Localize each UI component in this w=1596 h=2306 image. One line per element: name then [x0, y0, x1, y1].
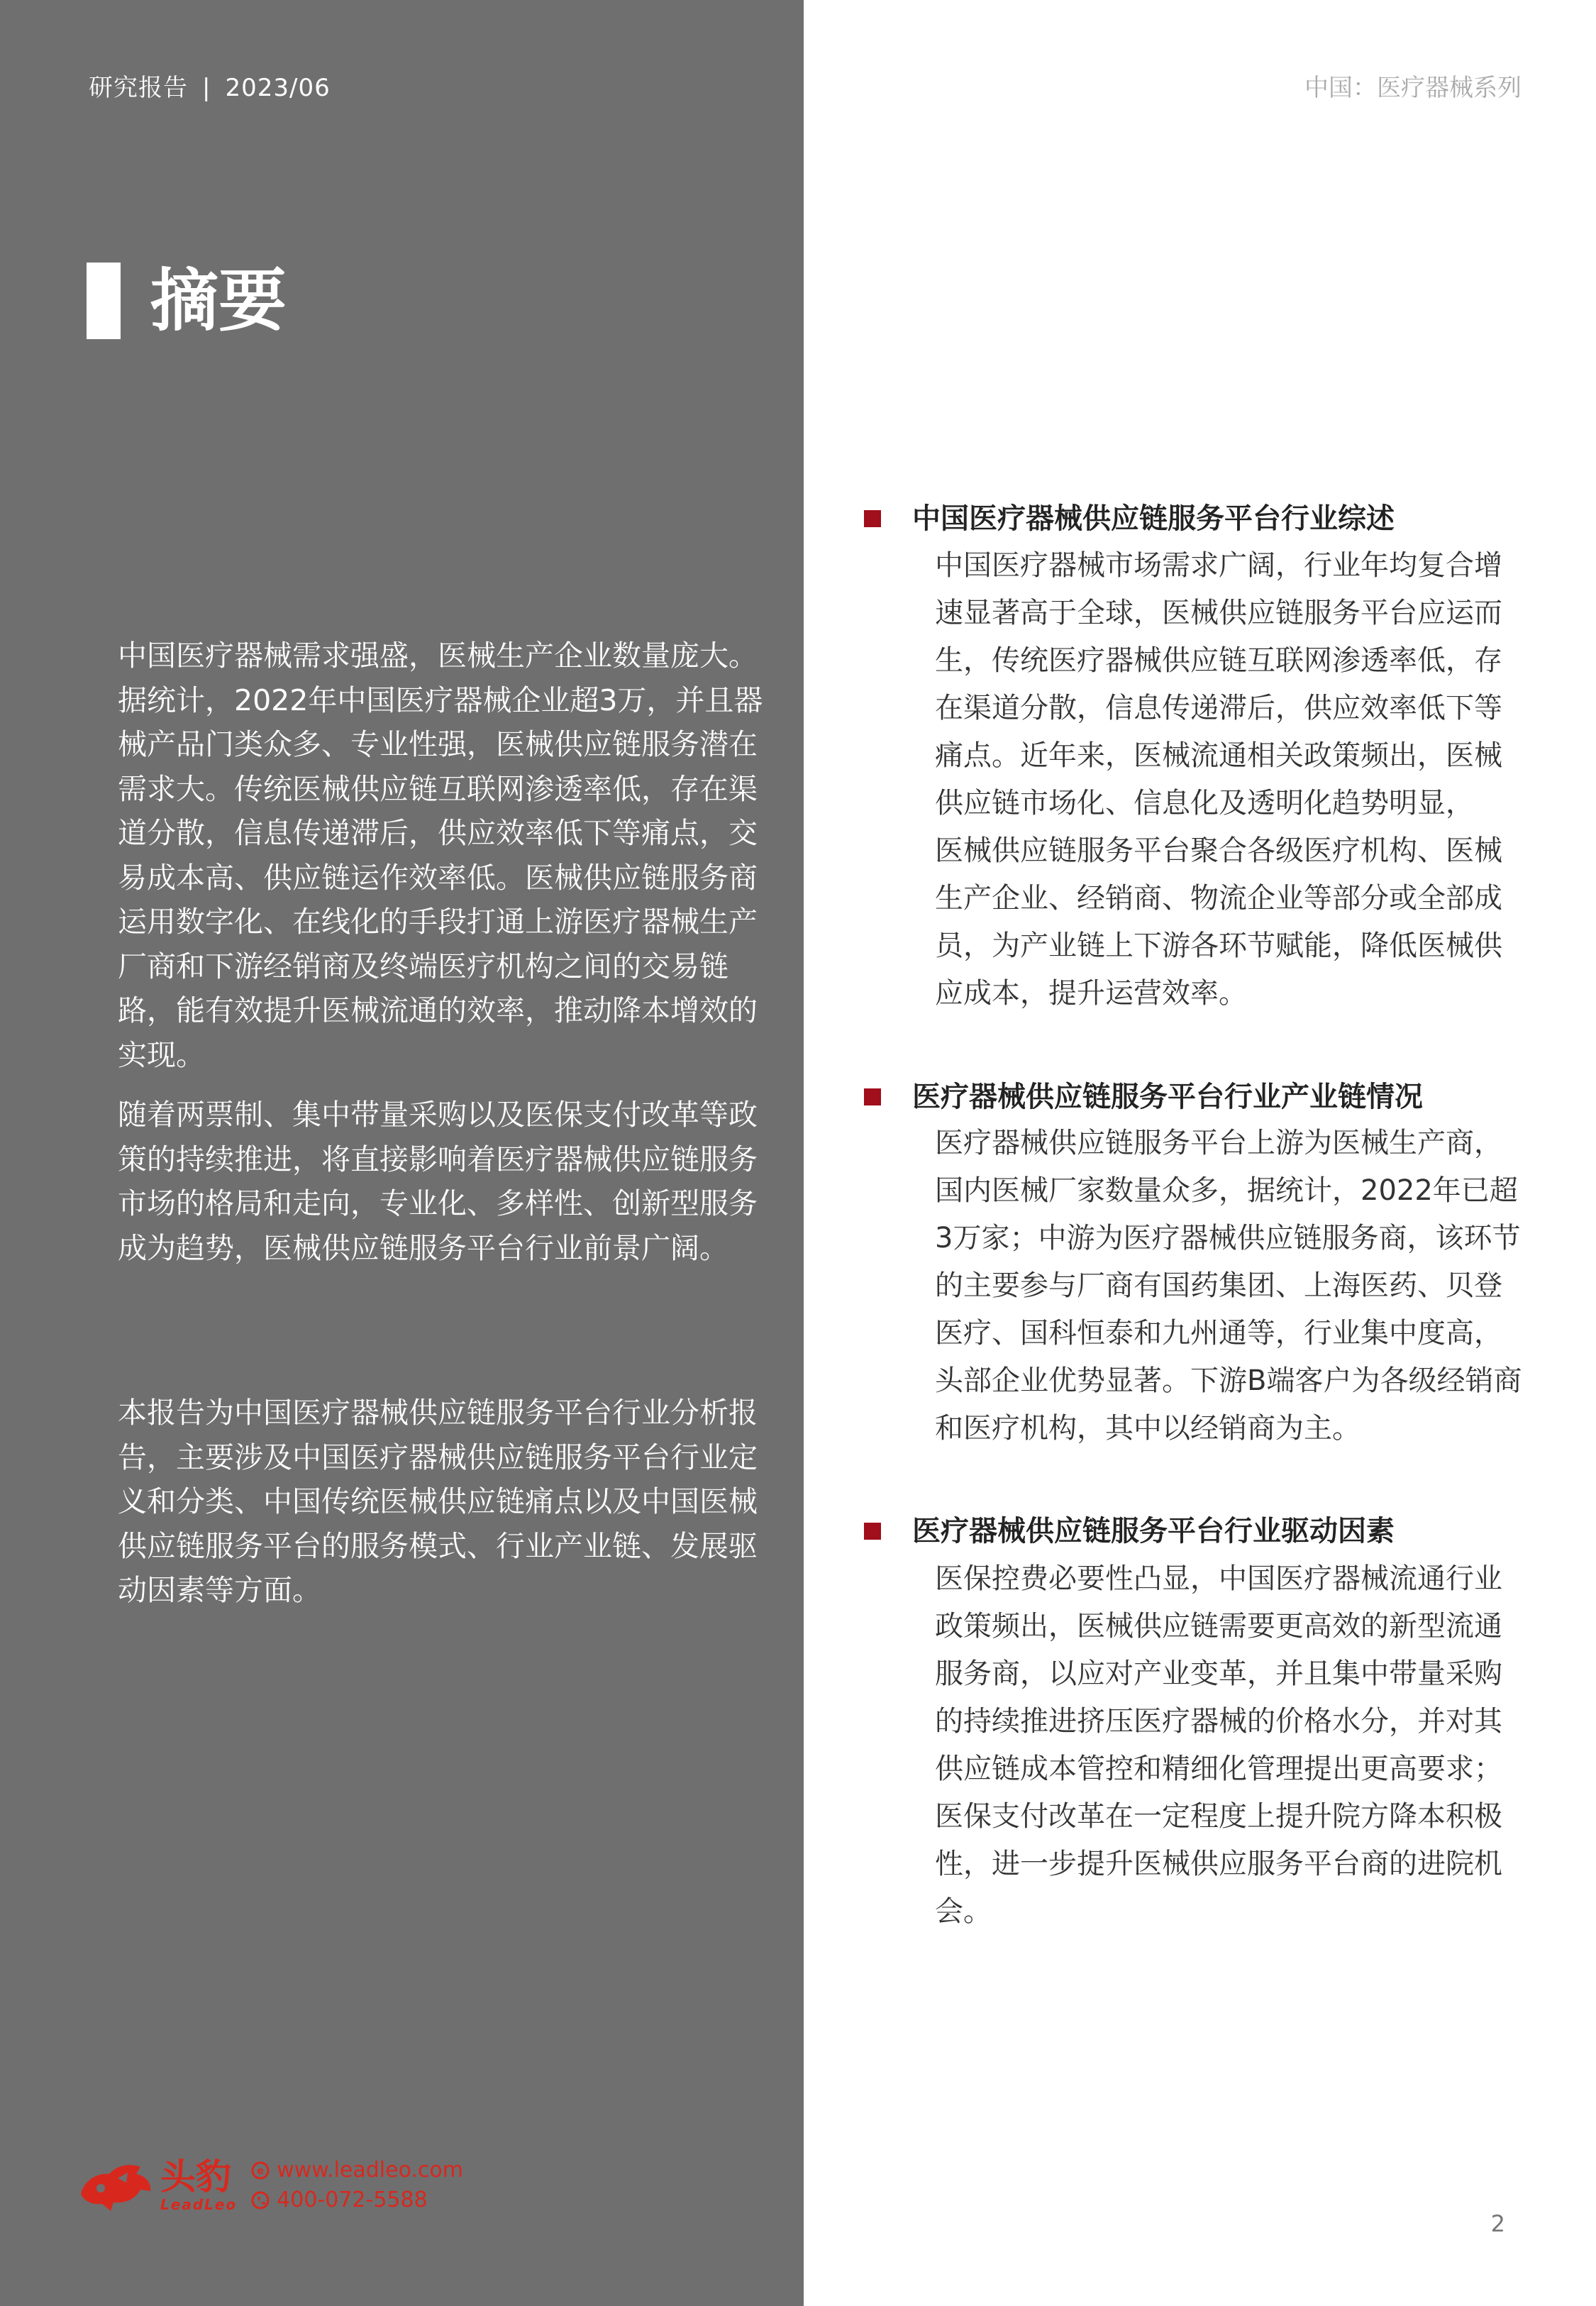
section-body-1	[935, 542, 1524, 1017]
abstract-paragraph-1	[118, 634, 777, 1077]
abstract-title: 摘要	[150, 261, 287, 341]
section-heading-3	[864, 1510, 1395, 1552]
section-body-2	[935, 1120, 1524, 1452]
logo-mark-icon	[77, 2157, 155, 2214]
report-date: 2023/06	[225, 74, 331, 102]
section-text: 中国医疗器械市场需求广阔，行业年均复合增速显著高于全球，医械供应链服务平台应运而生，传统医疗器械供应链互联网渗透率低，存在渠道分散，信息传递滞后，供应效率低下等痛点。近年来，医械流通相关政策频出，医械供应链市场化、信息化及透明化趋势明显，	[935, 549, 1502, 820]
section-text: 医保控费必要性凸显，中国医疗器械流通行业政策频出，医械供应链需要更高效的新型流通服务商，以应对产业变革，并且集中带量采购的持续推进挤压医疗器械的价格水分，并对其供应链成本管控和精细化管理提出更高要求；医保支付改革在一定程度上提升院方降本积极性，进一步提升医械供应服务平台商的进院机会。	[935, 1562, 1502, 1928]
abstract-text: 中国医疗器械需求强盛，医械生产企业数量庞大。据统计，2022年中国医疗器械企业超3万，并且器械产品门类众多、专业性强，医械供应链服务潜在需求大。传统医械供应链互联网渗透率低，存在渠道分散，信息传递滞后，供应效率低下等痛点，交易成本高、供应链运作效率低。医械供应链服务商运用数字化、在线化的手段打通上游医疗器械生产厂商和下游经销商及终端医疗机构之间的交易链路，能有效提升医械流通的效率，推动降本增效的实现。	[118, 639, 763, 1072]
logo-wordmark	[160, 2158, 237, 2213]
square-bullet-icon	[864, 1523, 881, 1540]
web-icon	[251, 2161, 270, 2180]
abstract-paragraph-3	[118, 1391, 777, 1613]
contact-info	[251, 2156, 463, 2215]
section-title: 医疗器械供应链服务平台行业产业链情况	[912, 1081, 1423, 1113]
phone-number: 400-072-5588	[277, 2188, 428, 2212]
report-series: 中国：医疗器械系列	[1304, 74, 1522, 102]
website-link[interactable]: www.leadleo.com	[277, 2158, 464, 2183]
page-number: 2	[1490, 2210, 1505, 2237]
report-type: 研究报告	[89, 74, 188, 102]
section-title: 中国医疗器械供应链服务平台行业综述	[912, 502, 1395, 535]
section-heading-1	[864, 497, 1395, 540]
phone-icon	[251, 2191, 270, 2210]
svg-text:e: e	[257, 2166, 264, 2177]
section-text: 医械供应链服务平台聚合各级医疗机构、医械生产企业、经销商、物流企业等部分或全部成员，为产业链上下游各环节赋能，降低医械供应成本，提升运营效率。	[935, 834, 1502, 1010]
section-body-3	[935, 1555, 1524, 1936]
square-bullet-icon	[864, 510, 881, 527]
logo-cn-text: 头豹	[160, 2156, 231, 2197]
abstract-text: 本报告为中国医疗器械供应链服务平台行业分析报告，主要涉及中国医疗器械供应链服务平台行业定义和分类、中国传统医械供应链痛点以及中国医械供应链服务平台的服务模式、行业产业链、发展驱动因素等方面。	[118, 1396, 758, 1607]
logo-en-text: LeadLeo	[160, 2196, 238, 2213]
title-bar	[87, 263, 121, 339]
abstract-paragraph-2	[118, 1093, 777, 1270]
abstract-heading	[87, 263, 287, 339]
section-heading-2	[864, 1076, 1423, 1118]
website-row	[251, 2156, 463, 2185]
square-bullet-icon	[864, 1088, 881, 1105]
abstract-text: 随着两票制、集中带量采购以及医保支付改革等政策的持续推进，将直接影响着医疗器械供应链服务市场的格局和走向，专业化、多样性、创新型服务成为趋势，医械供应链服务平台行业前景广阔。	[118, 1098, 758, 1265]
header-separator: |	[202, 74, 211, 102]
phone-row	[251, 2185, 463, 2215]
section-text: 医疗器械供应链服务平台上游为医械生产商，国内医械厂家数量众多，据统计，2022年已超3万家；中游为医疗器械供应链服务商，该环节的主要参与厂商有国药集团、上海医药、贝登医疗、国科恒泰和九州通等，行业集中度高，头部企业优势显著。下游B端客户为各级经销商和医疗机构，其中以经销商为主。	[935, 1127, 1522, 1445]
section-title: 医疗器械供应链服务平台行业驱动因素	[912, 1515, 1395, 1548]
report-header	[89, 68, 331, 103]
leadleo-logo	[77, 2156, 463, 2215]
